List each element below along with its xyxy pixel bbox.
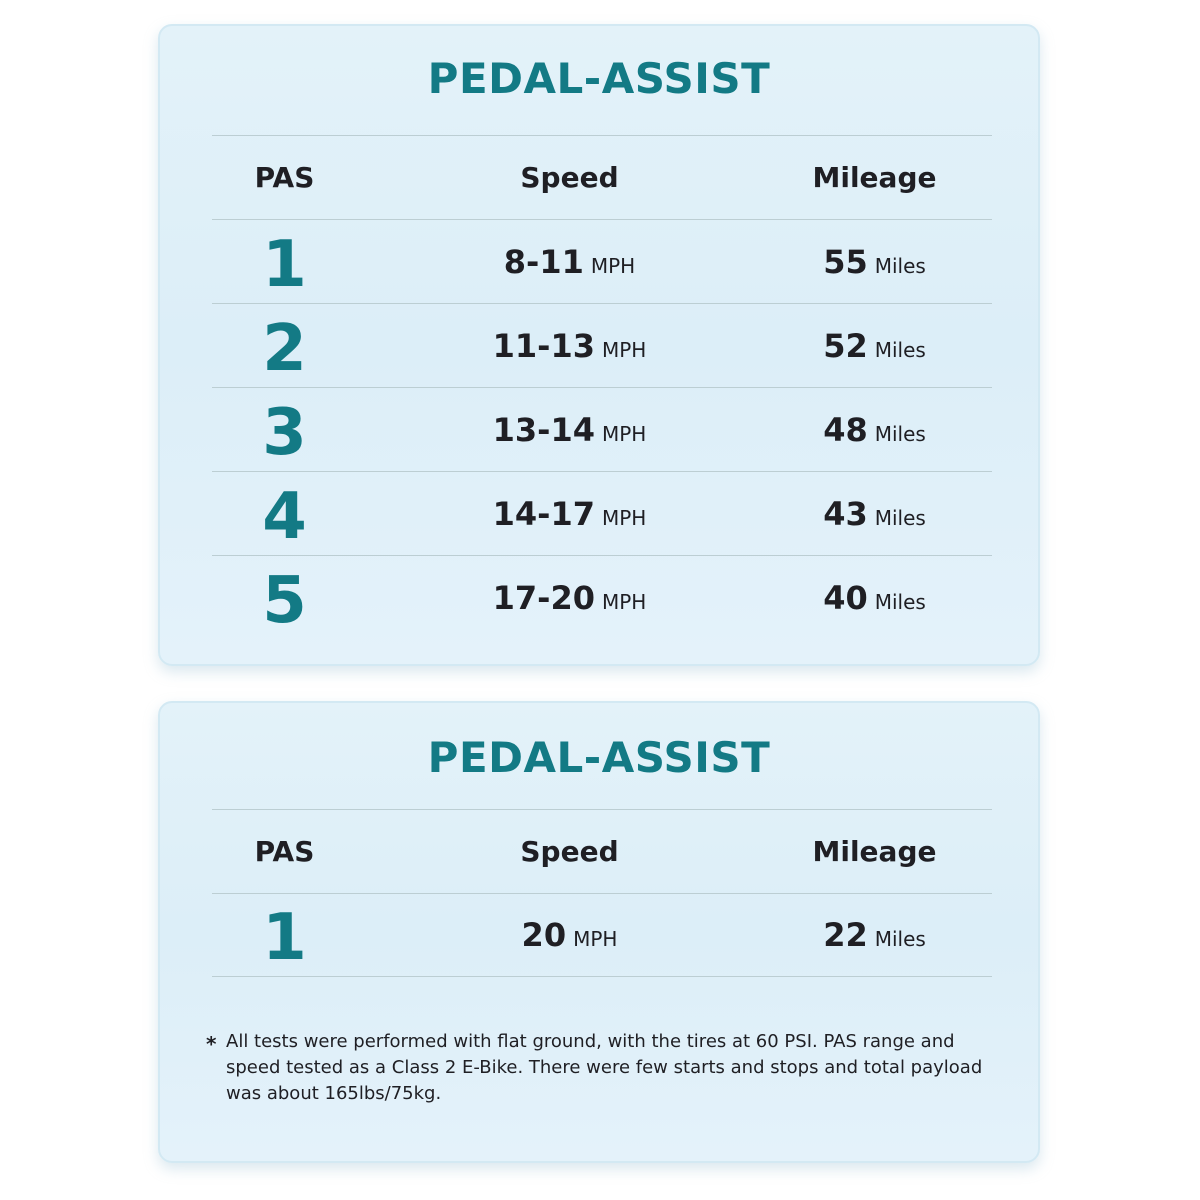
mileage-unit: Miles (874, 337, 926, 362)
mileage-value: 55 (823, 242, 868, 281)
pas-level: 5 (262, 563, 307, 638)
table-row (212, 303, 992, 387)
mileage-value: 22 (823, 916, 868, 954)
mileage-value: 52 (823, 326, 868, 365)
table-header-row (212, 135, 992, 219)
speed-value: 13-14 (492, 410, 595, 449)
speed-unit: MPH (601, 505, 647, 530)
header-pas: PAS (254, 161, 315, 194)
speed-unit: MPH (601, 337, 647, 362)
pas-table (212, 135, 992, 639)
table-row (212, 471, 992, 555)
mileage-unit: Miles (874, 505, 926, 530)
mileage-value: 40 (823, 578, 868, 617)
table-header-row (212, 809, 992, 893)
mileage-value: 43 (823, 494, 868, 533)
footnote-marker: * (206, 1032, 217, 1056)
speed-value: 17-20 (492, 578, 595, 617)
speed-unit: MPH (590, 253, 636, 278)
header-speed: Speed (520, 161, 619, 194)
speed-value: 20 (521, 916, 567, 954)
pas-level: 1 (262, 227, 307, 302)
speed-unit: MPH (573, 927, 618, 951)
speed-value: 8-11 (503, 242, 584, 281)
mileage-unit: Miles (874, 253, 926, 278)
card-title: PEDAL-ASSIST (427, 733, 771, 782)
table-row (212, 893, 992, 977)
pedal-assist-card-2 (158, 701, 1040, 1163)
pas-level: 1 (262, 901, 307, 975)
mileage-unit: Miles (874, 927, 926, 951)
header-pas: PAS (254, 835, 315, 868)
pas-table (212, 809, 992, 977)
speed-unit: MPH (601, 589, 647, 614)
mileage-value: 48 (823, 410, 868, 449)
footnote-text: All tests were performed with flat ground, with the tires at 60 PSI. PAS range and speed tested as a Class 2 E-Bike. There were few starts and stops and total payload was about 165lbs/75kg. (226, 1031, 983, 1104)
footnote (206, 1029, 1006, 1107)
pedal-assist-card-1 (158, 24, 1040, 666)
pas-level: 2 (262, 311, 307, 386)
mileage-unit: Miles (874, 589, 926, 614)
table-row (212, 219, 992, 303)
speed-unit: MPH (601, 421, 647, 446)
header-speed: Speed (520, 835, 619, 868)
card-title: PEDAL-ASSIST (427, 54, 771, 103)
pas-level: 3 (262, 395, 307, 470)
mileage-unit: Miles (874, 421, 926, 446)
speed-value: 11-13 (492, 326, 595, 365)
header-mileage: Mileage (812, 835, 937, 868)
table-row (212, 387, 992, 471)
table-row (212, 555, 992, 639)
header-mileage: Mileage (812, 161, 937, 194)
speed-value: 14-17 (492, 494, 595, 533)
pas-level: 4 (262, 479, 307, 554)
